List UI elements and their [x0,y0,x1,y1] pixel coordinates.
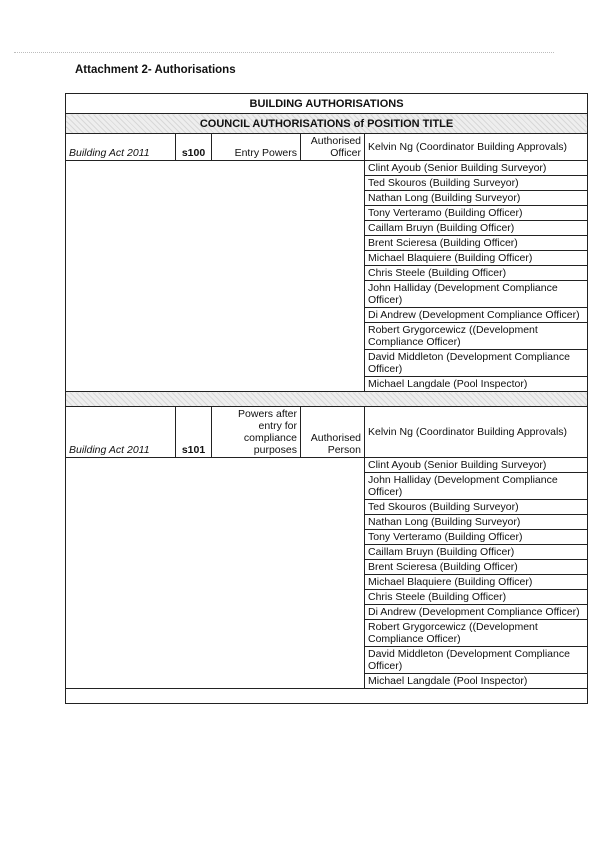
empty-cell [66,620,365,647]
table-row [66,473,588,500]
empty-cell [66,161,365,176]
authorised-person-cell: Nathan Long (Building Surveyor) [365,191,588,206]
authorised-person-cell: Di Andrew (Development Compliance Officer) [365,605,588,620]
authorised-person-cell: Clint Ayoub (Senior Building Surveyor) [365,458,588,473]
authorised-person-cell: Michael Langdale (Pool Inspector) [365,377,588,392]
table-row [66,575,588,590]
empty-cell [66,323,365,350]
power-cell: Entry Powers [212,134,301,161]
empty-cell [66,308,365,323]
authorised-person-cell: Michael Blaquiere (Building Officer) [365,575,588,590]
table-row [66,176,588,191]
empty-cell [66,236,365,251]
authorised-person-cell: Ted Skouros (Building Surveyor) [365,176,588,191]
authorised-person-cell: Ted Skouros (Building Surveyor) [365,500,588,515]
table-title: BUILDING AUTHORISATIONS [66,94,588,114]
table-row [66,377,588,392]
table-row [66,251,588,266]
empty-cell [66,191,365,206]
table-row [66,407,588,458]
table-title-row [66,94,588,114]
authorised-person-cell: Robert Grygorcewicz ((Development Compliance Officer) [365,323,588,350]
table-row [66,221,588,236]
authorised-person-cell: Robert Grygorcewicz ((Development Compliance Officer) [365,620,588,647]
table-row [66,647,588,674]
authorised-person-cell: John Halliday (Development Compliance Officer) [365,473,588,500]
authorisations-table [65,93,588,704]
section-separator-row [66,392,588,407]
authorised-person-cell: Clint Ayoub (Senior Building Surveyor) [365,161,588,176]
authorised-person-cell: Chris Steele (Building Officer) [365,590,588,605]
authorised-person-cell: Brent Scieresa (Building Officer) [365,236,588,251]
empty-cell [66,515,365,530]
empty-cell [66,674,365,689]
authorised-person-cell: John Halliday (Development Compliance Officer) [365,281,588,308]
empty-cell [66,560,365,575]
empty-cell [66,377,365,392]
empty-cell [66,590,365,605]
table-row [66,590,588,605]
empty-cell [66,605,365,620]
authorised-person-cell: Michael Langdale (Pool Inspector) [365,674,588,689]
table-row [66,515,588,530]
power-cell: Powers after entry for compliance purposes [212,407,301,458]
table-subtitle-row [66,114,588,134]
empty-cell [66,350,365,377]
section-cell: s101 [176,407,212,458]
empty-cell [66,647,365,674]
empty-cell [66,251,365,266]
empty-cell [66,545,365,560]
authorised-person-cell: Michael Blaquiere (Building Officer) [365,251,588,266]
empty-cell [66,281,365,308]
authorised-person-cell: Caillam Bruyn (Building Officer) [365,221,588,236]
table-row [66,308,588,323]
act-cell: Building Act 2011 [66,134,176,161]
table-end-row [66,689,588,704]
empty-cell [66,500,365,515]
authorised-person-cell: Nathan Long (Building Surveyor) [365,515,588,530]
table-row [66,560,588,575]
table-row [66,266,588,281]
table-row [66,134,588,161]
authorised-person-cell: Kelvin Ng (Coordinator Building Approvals) [365,407,588,458]
table-row [66,236,588,251]
table-row [66,500,588,515]
act-cell: Building Act 2011 [66,407,176,458]
attachment-title: Attachment 2- Authorisations [75,64,236,76]
top-divider [14,52,554,53]
empty-cell [66,266,365,281]
table-row [66,674,588,689]
separator-cell [66,392,588,407]
authorised-person-cell: David Middleton (Development Compliance Officer) [365,350,588,377]
empty-cell [66,176,365,191]
authorised-person-cell: Chris Steele (Building Officer) [365,266,588,281]
table-row [66,281,588,308]
authorised-person-cell: David Middleton (Development Compliance Officer) [365,647,588,674]
authorised-person-cell: Kelvin Ng (Coordinator Building Approvals) [365,134,588,161]
empty-cell [66,473,365,500]
table-row [66,161,588,176]
table-subtitle: COUNCIL AUTHORISATIONS of POSITION TITLE [66,114,588,134]
authorisations-table-wrapper [65,93,587,704]
section-cell: s100 [176,134,212,161]
table-row [66,350,588,377]
role-cell: Authorised Person [301,407,365,458]
end-cell [66,689,588,704]
table-row [66,206,588,221]
authorised-person-cell: Di Andrew (Development Compliance Officer) [365,308,588,323]
empty-cell [66,206,365,221]
role-cell: Authorised Officer [301,134,365,161]
authorised-person-cell: Brent Scieresa (Building Officer) [365,560,588,575]
table-row [66,530,588,545]
empty-cell [66,221,365,236]
empty-cell [66,530,365,545]
table-row [66,545,588,560]
empty-cell [66,575,365,590]
authorised-person-cell: Caillam Bruyn (Building Officer) [365,545,588,560]
table-row [66,620,588,647]
table-row [66,323,588,350]
table-row [66,191,588,206]
table-row [66,605,588,620]
authorised-person-cell: Tony Verteramo (Building Officer) [365,206,588,221]
empty-cell [66,458,365,473]
authorised-person-cell: Tony Verteramo (Building Officer) [365,530,588,545]
table-row [66,458,588,473]
